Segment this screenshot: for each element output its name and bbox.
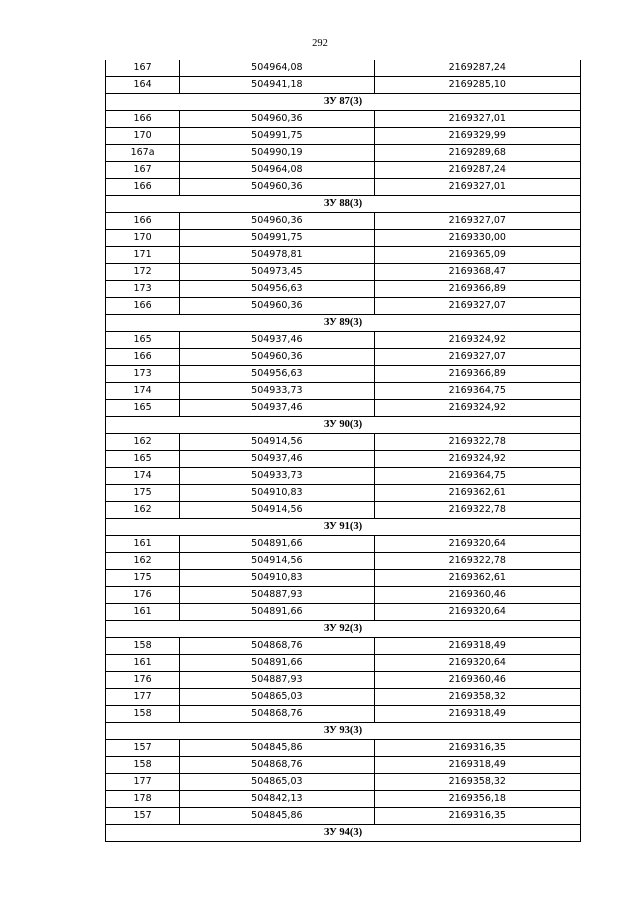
y-coordinate-cell: 2169360,46 bbox=[374, 672, 580, 689]
section-title: ЗУ 93(3) bbox=[106, 723, 581, 740]
table-row bbox=[106, 145, 581, 162]
y-coordinate-cell: 2169366,89 bbox=[374, 281, 580, 298]
table-row bbox=[106, 247, 581, 264]
x-coordinate-cell: 504887,93 bbox=[180, 672, 374, 689]
table-row bbox=[106, 774, 581, 791]
y-coordinate-cell: 2169327,07 bbox=[374, 298, 580, 315]
x-coordinate-cell: 504891,66 bbox=[180, 604, 374, 621]
y-coordinate-cell: 2169318,49 bbox=[374, 638, 580, 655]
table-row bbox=[106, 638, 581, 655]
y-coordinate-cell: 2169320,64 bbox=[374, 536, 580, 553]
x-coordinate-cell: 504845,86 bbox=[180, 740, 374, 757]
point-number-cell: 176 bbox=[106, 587, 180, 604]
y-coordinate-cell: 2169364,75 bbox=[374, 383, 580, 400]
table-row bbox=[106, 400, 581, 417]
y-coordinate-cell: 2169368,47 bbox=[374, 264, 580, 281]
x-coordinate-cell: 504937,46 bbox=[180, 451, 374, 468]
table-row bbox=[106, 230, 581, 247]
point-number-cell: 161 bbox=[106, 536, 180, 553]
point-number-cell: 167 bbox=[106, 162, 180, 179]
y-coordinate-cell: 2169318,49 bbox=[374, 757, 580, 774]
section-header-row bbox=[106, 723, 581, 740]
y-coordinate-cell: 2169285,10 bbox=[374, 77, 580, 94]
point-number-cell: 158 bbox=[106, 638, 180, 655]
section-header-row bbox=[106, 519, 581, 536]
x-coordinate-cell: 504868,76 bbox=[180, 757, 374, 774]
y-coordinate-cell: 2169322,78 bbox=[374, 553, 580, 570]
x-coordinate-cell: 504933,73 bbox=[180, 383, 374, 400]
x-coordinate-cell: 504956,63 bbox=[180, 281, 374, 298]
table-row bbox=[106, 791, 581, 808]
y-coordinate-cell: 2169324,92 bbox=[374, 400, 580, 417]
point-number-cell: 162 bbox=[106, 553, 180, 570]
section-title: ЗУ 90(3) bbox=[106, 417, 581, 434]
table-row bbox=[106, 366, 581, 383]
x-coordinate-cell: 504933,73 bbox=[180, 468, 374, 485]
point-number-cell: 174 bbox=[106, 383, 180, 400]
y-coordinate-cell: 2169362,61 bbox=[374, 485, 580, 502]
point-number-cell: 161 bbox=[106, 604, 180, 621]
table-row bbox=[106, 60, 581, 77]
x-coordinate-cell: 504960,36 bbox=[180, 179, 374, 196]
x-coordinate-cell: 504868,76 bbox=[180, 638, 374, 655]
y-coordinate-cell: 2169362,61 bbox=[374, 570, 580, 587]
point-number-cell: 174 bbox=[106, 468, 180, 485]
point-number-cell: 157 bbox=[106, 740, 180, 757]
point-number-cell: 158 bbox=[106, 757, 180, 774]
y-coordinate-cell: 2169289,68 bbox=[374, 145, 580, 162]
y-coordinate-cell: 2169327,01 bbox=[374, 179, 580, 196]
section-title: ЗУ 91(3) bbox=[106, 519, 581, 536]
table-row bbox=[106, 128, 581, 145]
table-row bbox=[106, 162, 581, 179]
y-coordinate-cell: 2169320,64 bbox=[374, 604, 580, 621]
point-number-cell: 166 bbox=[106, 298, 180, 315]
x-coordinate-cell: 504937,46 bbox=[180, 400, 374, 417]
table-row bbox=[106, 434, 581, 451]
y-coordinate-cell: 2169327,07 bbox=[374, 213, 580, 230]
section-title: ЗУ 89(3) bbox=[106, 315, 581, 332]
point-number-cell: 166 bbox=[106, 111, 180, 128]
x-coordinate-cell: 504964,08 bbox=[180, 60, 374, 77]
section-title: ЗУ 88(3) bbox=[106, 196, 581, 213]
point-number-cell: 175 bbox=[106, 485, 180, 502]
table-row bbox=[106, 604, 581, 621]
point-number-cell: 165 bbox=[106, 400, 180, 417]
point-number-cell: 165 bbox=[106, 332, 180, 349]
point-number-cell: 173 bbox=[106, 281, 180, 298]
x-coordinate-cell: 504960,36 bbox=[180, 213, 374, 230]
x-coordinate-cell: 504910,83 bbox=[180, 485, 374, 502]
x-coordinate-cell: 504978,81 bbox=[180, 247, 374, 264]
y-coordinate-cell: 2169356,18 bbox=[374, 791, 580, 808]
x-coordinate-cell: 504937,46 bbox=[180, 332, 374, 349]
x-coordinate-cell: 504887,93 bbox=[180, 587, 374, 604]
y-coordinate-cell: 2169316,35 bbox=[374, 740, 580, 757]
section-header-row bbox=[106, 825, 581, 842]
coordinates-table bbox=[105, 60, 581, 842]
x-coordinate-cell: 504956,63 bbox=[180, 366, 374, 383]
point-number-cell: 167 bbox=[106, 60, 180, 77]
table-row bbox=[106, 536, 581, 553]
x-coordinate-cell: 504960,36 bbox=[180, 111, 374, 128]
table-row bbox=[106, 689, 581, 706]
point-number-cell: 175 bbox=[106, 570, 180, 587]
table-row bbox=[106, 553, 581, 570]
point-number-cell: 176 bbox=[106, 672, 180, 689]
x-coordinate-cell: 504845,86 bbox=[180, 808, 374, 825]
point-number-cell: 170 bbox=[106, 128, 180, 145]
x-coordinate-cell: 504865,03 bbox=[180, 774, 374, 791]
y-coordinate-cell: 2169322,78 bbox=[374, 502, 580, 519]
section-header-row bbox=[106, 196, 581, 213]
point-number-cell: 157 bbox=[106, 808, 180, 825]
point-number-cell: 171 bbox=[106, 247, 180, 264]
point-number-cell: 173 bbox=[106, 366, 180, 383]
table-row bbox=[106, 672, 581, 689]
point-number-cell: 178 bbox=[106, 791, 180, 808]
table-row bbox=[106, 757, 581, 774]
table-row bbox=[106, 213, 581, 230]
table-row bbox=[106, 281, 581, 298]
x-coordinate-cell: 504964,08 bbox=[180, 162, 374, 179]
table-row bbox=[106, 468, 581, 485]
point-number-cell: 162 bbox=[106, 434, 180, 451]
table-row bbox=[106, 77, 581, 94]
y-coordinate-cell: 2169324,92 bbox=[374, 451, 580, 468]
y-coordinate-cell: 2169318,49 bbox=[374, 706, 580, 723]
x-coordinate-cell: 504960,36 bbox=[180, 349, 374, 366]
y-coordinate-cell: 2169358,32 bbox=[374, 774, 580, 791]
point-number-cell: 166 bbox=[106, 349, 180, 366]
point-number-cell: 177 bbox=[106, 689, 180, 706]
x-coordinate-cell: 504865,03 bbox=[180, 689, 374, 706]
point-number-cell: 166 bbox=[106, 179, 180, 196]
table-row bbox=[106, 502, 581, 519]
table-row bbox=[106, 740, 581, 757]
y-coordinate-cell: 2169320,64 bbox=[374, 655, 580, 672]
y-coordinate-cell: 2169287,24 bbox=[374, 162, 580, 179]
x-coordinate-cell: 504941,18 bbox=[180, 77, 374, 94]
point-number-cell: 170 bbox=[106, 230, 180, 247]
table-row bbox=[106, 808, 581, 825]
x-coordinate-cell: 504868,76 bbox=[180, 706, 374, 723]
y-coordinate-cell: 2169364,75 bbox=[374, 468, 580, 485]
table-row bbox=[106, 298, 581, 315]
section-header-row bbox=[106, 94, 581, 111]
y-coordinate-cell: 2169327,07 bbox=[374, 349, 580, 366]
section-title: ЗУ 94(3) bbox=[106, 825, 581, 842]
y-coordinate-cell: 2169360,46 bbox=[374, 587, 580, 604]
x-coordinate-cell: 504914,56 bbox=[180, 553, 374, 570]
section-title: ЗУ 87(3) bbox=[106, 94, 581, 111]
table-row bbox=[106, 485, 581, 502]
y-coordinate-cell: 2169287,24 bbox=[374, 60, 580, 77]
table-row bbox=[106, 706, 581, 723]
table-row bbox=[106, 383, 581, 400]
x-coordinate-cell: 504990,19 bbox=[180, 145, 374, 162]
table-row bbox=[106, 332, 581, 349]
x-coordinate-cell: 504891,66 bbox=[180, 655, 374, 672]
x-coordinate-cell: 504842,13 bbox=[180, 791, 374, 808]
table-row bbox=[106, 655, 581, 672]
point-number-cell: 177 bbox=[106, 774, 180, 791]
x-coordinate-cell: 504960,36 bbox=[180, 298, 374, 315]
y-coordinate-cell: 2169322,78 bbox=[374, 434, 580, 451]
section-header-row bbox=[106, 417, 581, 434]
point-number-cell: 166 bbox=[106, 213, 180, 230]
x-coordinate-cell: 504991,75 bbox=[180, 128, 374, 145]
y-coordinate-cell: 2169358,32 bbox=[374, 689, 580, 706]
x-coordinate-cell: 504910,83 bbox=[180, 570, 374, 587]
y-coordinate-cell: 2169329,99 bbox=[374, 128, 580, 145]
table-row bbox=[106, 111, 581, 128]
point-number-cell: 172 bbox=[106, 264, 180, 281]
table-row bbox=[106, 349, 581, 366]
point-number-cell: 165 bbox=[106, 451, 180, 468]
table-row bbox=[106, 570, 581, 587]
coordinates-table-body bbox=[106, 60, 581, 842]
x-coordinate-cell: 504991,75 bbox=[180, 230, 374, 247]
y-coordinate-cell: 2169327,01 bbox=[374, 111, 580, 128]
point-number-cell: 162 bbox=[106, 502, 180, 519]
page-number: 292 bbox=[312, 38, 328, 49]
table-row bbox=[106, 264, 581, 281]
x-coordinate-cell: 504973,45 bbox=[180, 264, 374, 281]
y-coordinate-cell: 2169366,89 bbox=[374, 366, 580, 383]
point-number-cell: 158 bbox=[106, 706, 180, 723]
table-row bbox=[106, 587, 581, 604]
section-title: ЗУ 92(3) bbox=[106, 621, 581, 638]
section-header-row bbox=[106, 621, 581, 638]
point-number-cell: 161 bbox=[106, 655, 180, 672]
point-number-cell: 164 bbox=[106, 77, 180, 94]
y-coordinate-cell: 2169316,35 bbox=[374, 808, 580, 825]
table-row bbox=[106, 179, 581, 196]
section-header-row bbox=[106, 315, 581, 332]
point-number-cell: 167а bbox=[106, 145, 180, 162]
table-row bbox=[106, 451, 581, 468]
x-coordinate-cell: 504914,56 bbox=[180, 502, 374, 519]
y-coordinate-cell: 2169324,92 bbox=[374, 332, 580, 349]
x-coordinate-cell: 504914,56 bbox=[180, 434, 374, 451]
y-coordinate-cell: 2169365,09 bbox=[374, 247, 580, 264]
x-coordinate-cell: 504891,66 bbox=[180, 536, 374, 553]
y-coordinate-cell: 2169330,00 bbox=[374, 230, 580, 247]
